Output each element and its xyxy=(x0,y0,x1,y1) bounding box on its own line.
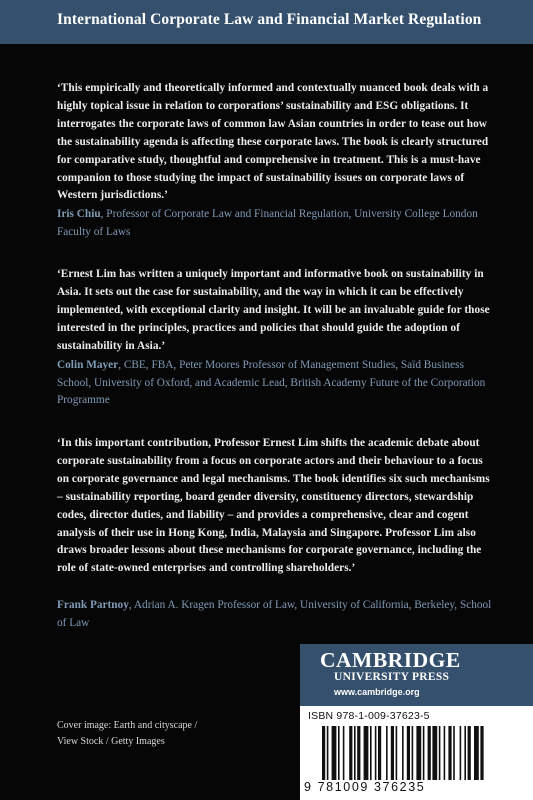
barcode-panel xyxy=(300,706,533,800)
isbn-label: ISBN 978-1-009-37623-5 xyxy=(308,710,430,722)
endorser-affiliation-2: , CBE, FBA, Peter Moores Professor of Management Studies, Saïd Business School, University of Oxford, and Academic Lead, British Academy Future of the Corporation Programme xyxy=(57,359,486,407)
publisher-press: UNIVERSITY PRESS xyxy=(334,671,450,683)
endorsement-quote-2: ‘Ernest Lim has written a uniquely important and informative book on sustainability in Asia. It sets out the case for sustainability, and the way in which it can be effectively implemented, with exceptional clarity and insight. It will be an invaluable guide for those interested in the principles, practices and policies that should guide the adoption of sustainability in Asia.’ xyxy=(57,268,490,352)
barcode-icon xyxy=(322,726,522,782)
endorser-name-3: Frank Partnoy xyxy=(57,599,129,611)
endorser-name-2: Colin Mayer xyxy=(57,359,119,371)
endorsement-quote-1: ‘This empirically and theoretically informed and contextually nuanced book deals with a highly topical issue in relation to corporations’ sustainability and ESG obligations. It interrogates the corporate laws of common law Asian countries in order to tease out how the sustainability agenda is affecting these corporate laws. The book is clearly structured for comparative study, thoughtful and comprehensive in treatment. This is a must-have companion to those studying the impact of sustainability issues on corporate laws of Western jurisdictions.’ xyxy=(57,82,489,202)
publisher-logo xyxy=(300,644,533,706)
endorsement-attribution-3 xyxy=(57,597,497,632)
cover-credit-line-1: Cover image: Earth and cityscape / xyxy=(57,720,198,731)
series-title: International Corporate Law and Financial Market Regulation xyxy=(57,11,482,28)
endorsement-attribution-2 xyxy=(57,357,497,410)
cover-image-credit xyxy=(57,718,257,749)
cover-credit-line-2: View Stock / Getty Images xyxy=(57,735,165,747)
endorsement-attribution-1 xyxy=(57,206,497,241)
endorser-name-1: Iris Chiu xyxy=(57,208,101,220)
endorser-affiliation-3: , Adrian A. Kragen Professor of Law, University of California, Berkeley, School of Law xyxy=(57,599,492,629)
publisher-website: www.cambridge.org xyxy=(334,687,420,697)
endorser-affiliation-1: , Professor of Corporate Law and Financial Regulation, University College London Faculty of Laws xyxy=(57,208,478,238)
publisher-name: CAMBRIDGE xyxy=(320,648,461,672)
endorsement-quote-3: ‘In this important contribution, Professor Ernest Lim shifts the academic debate about corporate sustainability from a focus on corporate actors and their behaviour to a focus on corporate governance and legal mechanisms. The book identifies six such mechanisms – sustainability reporting, board gender diversity, constituency directors, stewardship codes, director duties, and liability – and provides a comprehensive, clear and cogent analysis of their use in Hong Kong, India, Malaysia and Singapore. Professor Lim also draws broader lessons about these mechanisms for corporate governance, including the role of state-owned enterprises and controlling shareholders.’ xyxy=(57,437,490,575)
series-banner xyxy=(0,0,533,44)
barcode-digits: 9 781009 376235 xyxy=(304,780,529,794)
